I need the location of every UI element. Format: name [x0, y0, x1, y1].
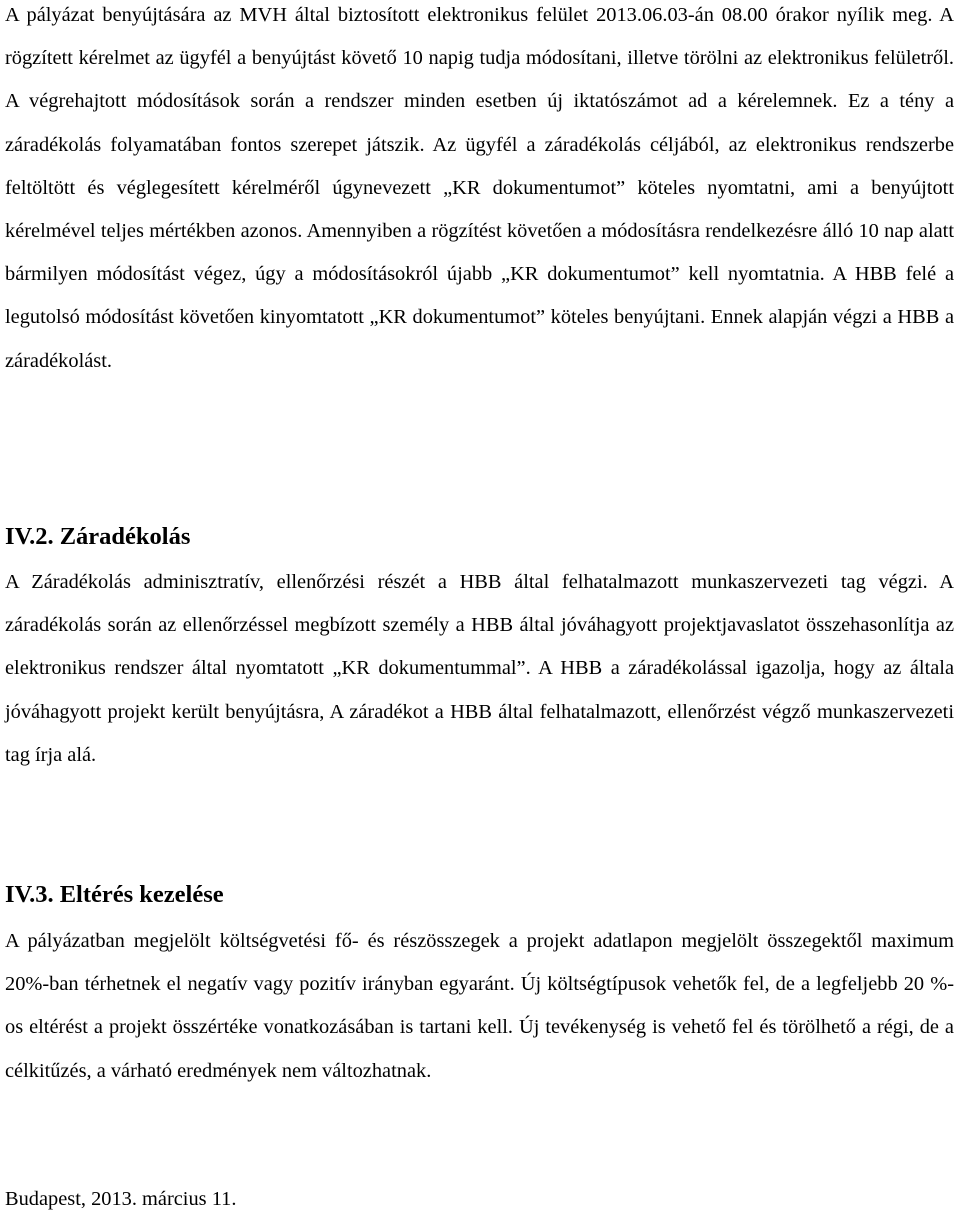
section-heading-zaradekolas: IV.2. Záradékolás [5, 523, 191, 550]
place-and-date: Budapest, 2013. március 11. [5, 1188, 237, 1210]
section-body-zaradekolas: A Záradékolás adminisztratív, ellenőrzési részét a HBB által felhatalmazott munkaszervezeti tag végzi. A záradékolás során az ellenőrzéssel megbízott személy a HBB által jóváhagyott projektjavaslatot összehasonlítja az elektronikus rendszer által nyomtatott „KR dokumentummal”. A HBB a záradékolással igazolja, hogy az általa jóváhagyott projekt került benyújtásra, A záradékot a HBB által felhatalmazott, ellenőrzést végző munkaszervezeti tag írja alá. [5, 571, 954, 766]
section-heading-elteres-kezelese: IV.3. Eltérés kezelése [5, 881, 224, 908]
intro-paragraph: A pályázat benyújtására az MVH által biztosított elektronikus felület 2013.06.03-án 08.00 órakor nyílik meg. A rögzített kérelmet az ügyfél a benyújtást követő 10 napig tudja módosítani, illetve törölni az elektronikus felületről. A végrehajtott módosítások során a rendszer minden esetben új iktatószámot ad a kérelemnek. Ez a tény a záradékolás folyamatában fontos szerepet játszik. Az ügyfél a záradékolás céljából, az elektronikus rendszerbe feltöltött és véglegesített kérelméről úgynevezett „KR dokumentumot” köteles nyomtatni, ami a benyújtott kérelmével teljes mértékben azonos. Amennyiben a rögzítést követően a módosításra rendelkezésre álló 10 nap alatt bármilyen módosítást végez, úgy a módosításokról újabb „KR dokumentumot” kell nyomtatnia. A HBB felé a legutolsó módosítást követően kinyomtatott „KR dokumentumot” köteles benyújtani. Ennek alapján végzi a HBB a záradékolást. [5, 4, 954, 372]
section-body-elteres-kezelese: A pályázatban megjelölt költségvetési fő- és részösszegek a projekt adatlapon megjelölt összegektől maximum 20%-ban térhetnek el negatív vagy pozitív irányban egyaránt. Új költségtípusok vehetők fel, de a legfeljebb 20 %-os eltérést a projekt összértéke vonatkozásában is tartani kell. Új tevékenység is vehető fel és törölhető a régi, de a célkitűzés, a várható eredmények nem változhatnak. [5, 930, 954, 1082]
